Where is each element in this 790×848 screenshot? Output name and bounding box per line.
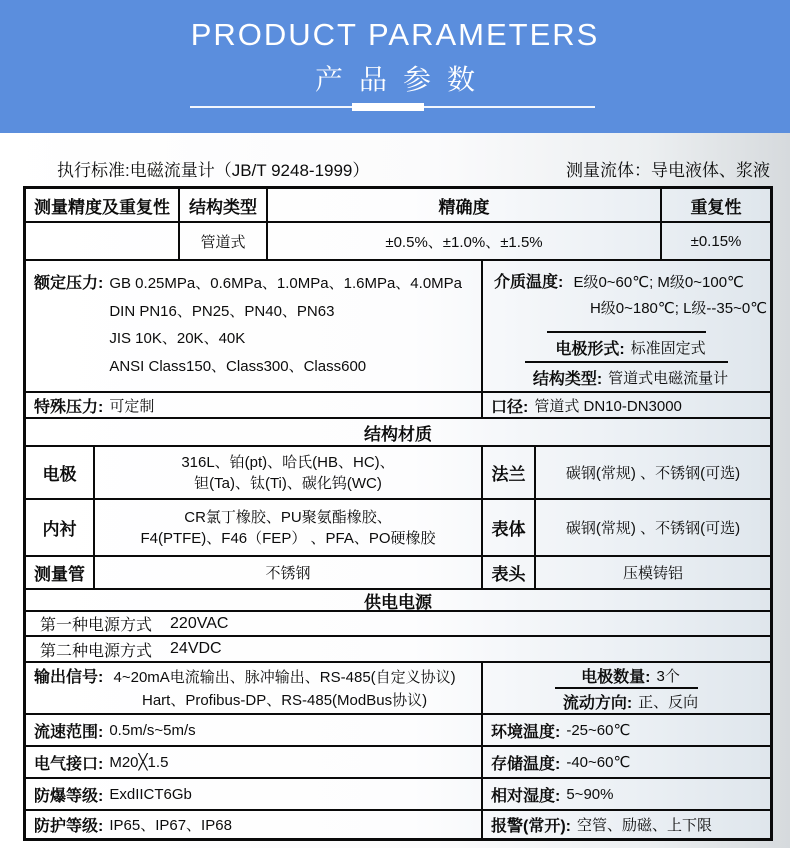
row-accuracy-values xyxy=(26,221,770,259)
row-power-mode2 xyxy=(26,635,770,661)
cell-output-signal xyxy=(26,663,481,713)
section-title-material: 结构材质 xyxy=(364,424,432,444)
rated-pressure-line: DIN PN16、PN25、PN40、PN63 xyxy=(109,302,335,320)
cell-relative-humidity: 相对湿度: 5~90% xyxy=(481,779,770,809)
cell-head-material: 压模铸铝 xyxy=(534,557,770,588)
rated-pressure-lines xyxy=(109,270,462,380)
output-signal-line2: Hart、Profibus-DP、RS-485(ModBus协议) xyxy=(142,692,428,709)
row-power-title xyxy=(26,588,770,610)
page-title-zh: 产品参数 xyxy=(314,64,491,95)
row-output-signal xyxy=(26,661,770,713)
row-electrical-interface xyxy=(26,745,770,777)
cell-electrical-interface: 电气接口: M20╳1.5 xyxy=(34,754,169,773)
row-flow-velocity xyxy=(26,713,770,745)
cell-liner-materials: CR氯丁橡胶、PU聚氨酯橡胶、 F4(PTFE)、F46（FEP） 、PFA、PO硬橡胶 xyxy=(93,500,481,555)
medium-temp-line2: H级0~180℃; L级--35~0℃ xyxy=(589,300,768,317)
rated-pressure-line: GB 0.25MPa、0.6MPa、1.0MPa、1.6MPa、4.0MPa xyxy=(109,275,462,292)
cell-repeatability: ±0.15% xyxy=(660,223,770,259)
cell-body-materials: 碳钢(常规) 、不锈钢(可选) xyxy=(534,500,770,555)
cell-right-stack xyxy=(481,261,770,391)
cell-special-pressure: 特殊压力: 可定制 xyxy=(34,397,155,416)
cell-liner-name: 内衬 xyxy=(42,520,77,539)
row-tube-head xyxy=(26,555,770,588)
row-electrode-flange xyxy=(26,445,770,498)
cell-empty xyxy=(26,223,178,259)
fluid-text: 测量流体：导电液体、浆液 xyxy=(566,161,770,180)
section-title-power: 供电电源 xyxy=(364,592,432,610)
cell-flow-direction: 流动方向: 正、反向 xyxy=(555,687,698,713)
cell-alarm: 报警(常开): 空管、励磁、上下限 xyxy=(481,811,770,838)
row-pressure-temperature xyxy=(26,259,770,391)
meta-row xyxy=(0,133,790,186)
row-accuracy-header xyxy=(26,189,770,221)
cell-storage-temp: 存储温度: -40~60℃ xyxy=(481,747,770,777)
cell-tube-material: 不锈钢 xyxy=(93,557,481,588)
rated-pressure-line: ANSI Class150、Class300、Class600 xyxy=(109,357,367,375)
banner-underline xyxy=(190,106,595,108)
output-signal-line1: 输出信号: 4~20mA电流输出、脉冲输出、RS-485(自定义协议) xyxy=(34,669,456,686)
row-special-pressure xyxy=(26,391,770,417)
cell-tube-name: 测量管 xyxy=(34,565,85,584)
cell-structure-type: 管道式 xyxy=(178,223,266,259)
cell-rated-pressure xyxy=(26,261,481,391)
header-precision: 精确度 xyxy=(266,189,660,221)
cell-medium-temperature xyxy=(486,261,767,331)
cell-head-name: 表头 xyxy=(481,557,534,588)
cell-protection-rating: 防护等级: IP65、IP67、IP68 xyxy=(34,817,232,835)
row-power-mode1 xyxy=(26,610,770,635)
medium-temp-line1: 介质温度: E级0~60℃; M级0~100℃ xyxy=(493,274,744,291)
cell-precision: ±0.5%、±1.0%、±1.5% xyxy=(266,223,660,259)
cell-explosion-rating: 防爆等级: ExdIICT6Gb xyxy=(34,785,192,805)
cell-electrode-count: 电极数量: 3个 xyxy=(581,667,680,686)
header-structure-type: 结构类型 xyxy=(178,189,266,221)
rated-pressure-line: JIS 10K、20K、40K xyxy=(109,330,246,347)
cell-ambient-temp: 环境温度: -25~60℃ xyxy=(481,715,770,745)
parameters-table xyxy=(23,186,773,841)
row-protection-rating xyxy=(26,809,770,838)
cell-flange-name: 法兰 xyxy=(481,447,534,498)
page-title-en: PRODUCT PARAMETERS xyxy=(190,17,600,52)
medium-temp-label: 介质温度: xyxy=(493,274,564,291)
cell-structure-type-value: 结构类型: 管道式电磁流量计 xyxy=(525,361,728,391)
cell-power-mode2: 第二种电源方式 24VDC xyxy=(40,640,222,660)
rated-pressure-label: 额定压力: xyxy=(34,275,104,292)
banner xyxy=(0,0,790,133)
cell-diameter: 口径: 管道式 DN10-DN3000 xyxy=(481,393,770,417)
cell-electrode-form: 电极形式: 标准固定式 xyxy=(547,331,705,361)
row-liner-body xyxy=(26,498,770,555)
cell-body-name: 表体 xyxy=(481,500,534,555)
cell-flange-materials: 碳钢(常规) 、不锈钢(可选) xyxy=(534,447,770,498)
cell-output-right-stack xyxy=(481,663,770,713)
cell-flow-velocity: 流速范围: 0.5m/s~5m/s xyxy=(34,721,196,741)
cell-power-mode1: 第一种电源方式 220VAC xyxy=(40,614,229,634)
row-explosion-rating xyxy=(26,777,770,809)
cell-electrode-name: 电极 xyxy=(42,465,77,484)
row-material-title xyxy=(26,417,770,445)
cell-electrode-materials: 316L、铂(pt)、哈氏(HB、HC)、 钽(Ta)、钛(Ti)、碳化钨(WC) xyxy=(93,447,481,498)
standard-text: 执行标准:电磁流量计（JB/T 9248-1999） xyxy=(57,161,370,180)
header-repeatability: 重复性 xyxy=(660,189,770,221)
banner-underline-accent xyxy=(352,103,424,111)
header-accuracy-repeatability: 测量精度及重复性 xyxy=(34,197,170,217)
